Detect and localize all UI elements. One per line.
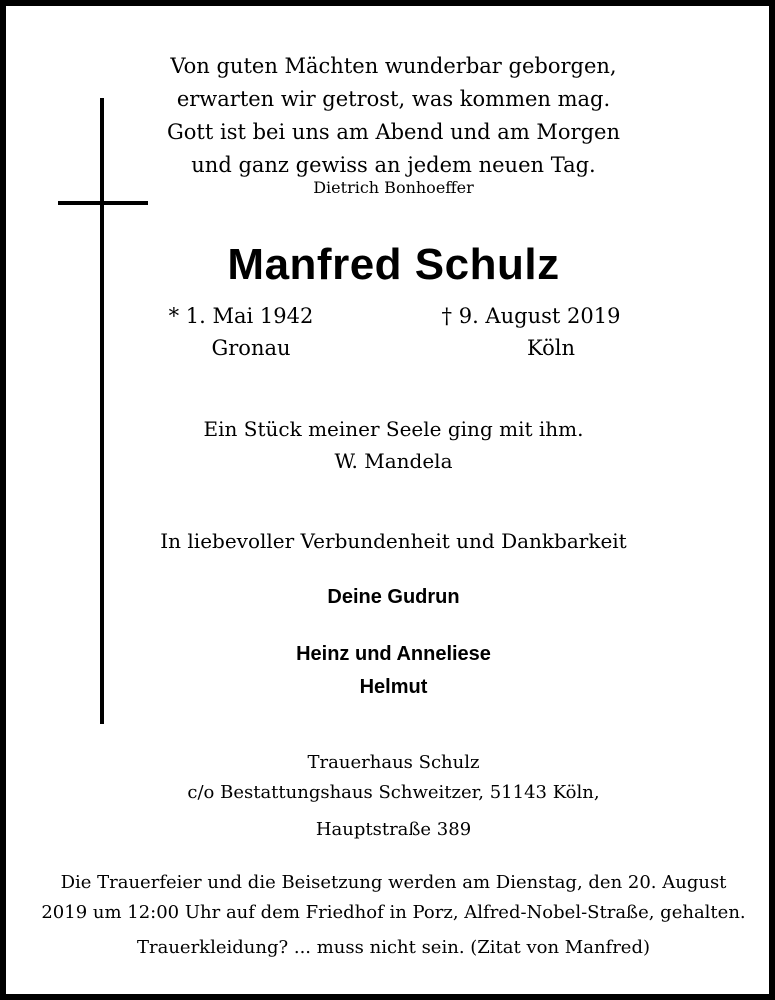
ceremony-line-1: Die Trauerfeier und die Beisetzung werden am Dienstag, den 20. August xyxy=(60,872,727,893)
quote-author: W. Mandela xyxy=(334,449,453,473)
poem-author: Dietrich Bonhoeffer xyxy=(313,178,474,197)
birth-date: * 1. Mai 1942 xyxy=(168,304,314,328)
ceremony-line-2: 2019 um 12:00 Uhr auf dem Friedhof in Porz, Alfred-Nobel-Straße, gehalten. xyxy=(41,902,746,923)
address-line-3: Hauptstraße 389 xyxy=(315,819,472,840)
mourner-secondary-1: Heinz und Anneliese xyxy=(296,643,491,665)
poem-line-2: erwarten wir getrost, was kommen mag. xyxy=(176,87,611,111)
birth-place: Gronau xyxy=(211,336,291,360)
poem-line-4: und ganz gewiss an jedem neuen Tag. xyxy=(191,153,596,177)
dress-note: Trauerkleidung? ... muss nicht sein. (Zitat von Manfred) xyxy=(136,937,651,958)
poem-line-1: Von guten Mächten wunderbar geborgen, xyxy=(170,54,617,78)
mourner-secondary-2: Helmut xyxy=(359,676,428,698)
quote-text: Ein Stück meiner Seele ging mit ihm. xyxy=(203,417,584,441)
death-date: † 9. August 2019 xyxy=(441,304,621,328)
cross-horizontal-bar xyxy=(58,201,148,205)
death-place: Köln xyxy=(526,336,575,360)
dedication: In liebevoller Verbundenheit und Dankbarkeit xyxy=(160,529,627,553)
address-line-2: c/o Bestattungshaus Schweitzer, 51143 Köln, xyxy=(187,782,600,803)
mourner-primary: Deine Gudrun xyxy=(327,586,460,608)
deceased-name: Manfred Schulz xyxy=(227,240,560,289)
poem-line-3: Gott ist bei uns am Abend und am Morgen xyxy=(167,120,620,144)
address-line-1: Trauerhaus Schulz xyxy=(307,752,480,773)
